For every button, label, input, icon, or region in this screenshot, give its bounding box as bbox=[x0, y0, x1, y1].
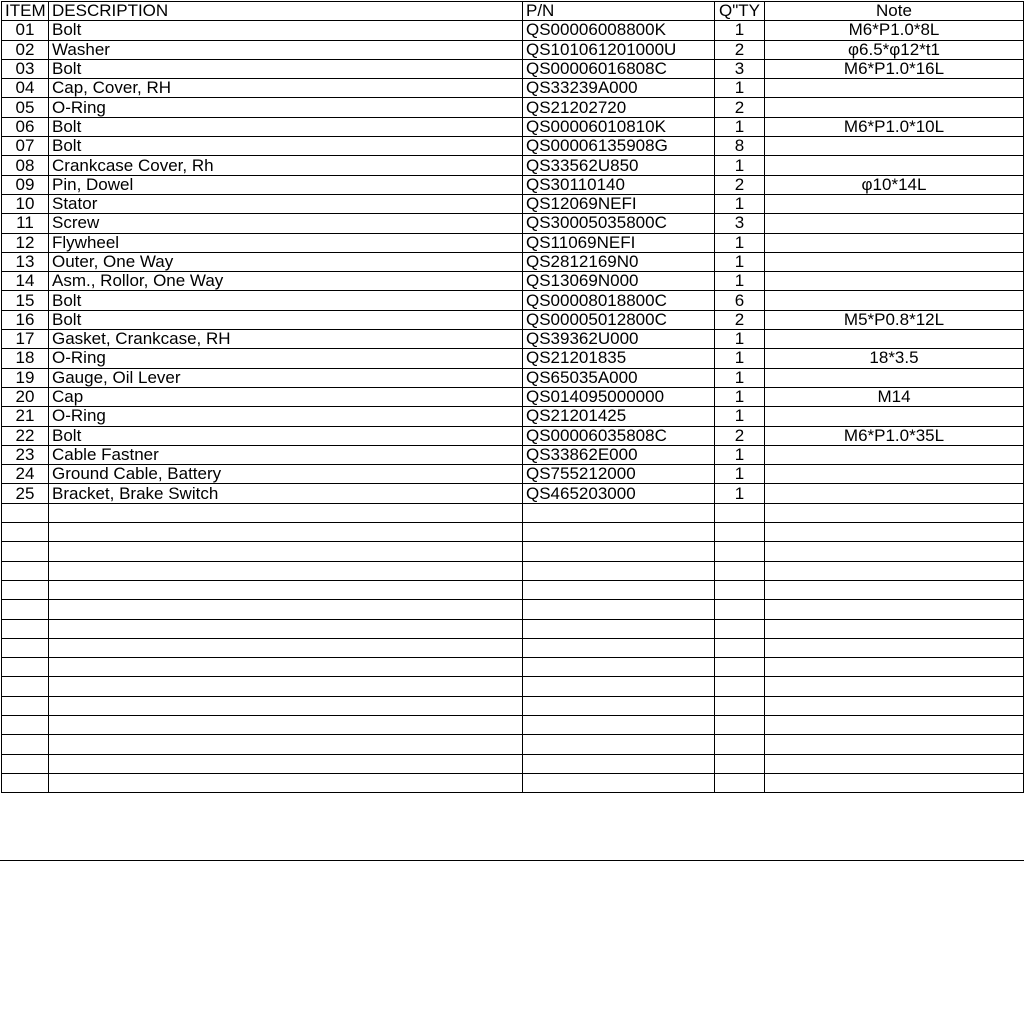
cell-pn: QS00006135908G bbox=[523, 137, 715, 156]
table-body bbox=[2, 21, 1024, 793]
cell-pn: QS465203000 bbox=[523, 484, 715, 503]
cell-pn: QS65035A000 bbox=[523, 368, 715, 387]
cell-item-empty bbox=[2, 754, 49, 773]
cell-item: 04 bbox=[2, 79, 49, 98]
cell-item: 22 bbox=[2, 426, 49, 445]
cell-note: M14 bbox=[765, 387, 1024, 406]
cell-pn-empty bbox=[523, 658, 715, 677]
cell-qty-empty bbox=[715, 773, 765, 792]
empty-table-row bbox=[2, 503, 1024, 522]
cell-note bbox=[765, 330, 1024, 349]
cell-item: 17 bbox=[2, 330, 49, 349]
table-row bbox=[2, 484, 1024, 503]
cell-note: M6*P1.0*10L bbox=[765, 117, 1024, 136]
cell-item: 24 bbox=[2, 465, 49, 484]
cell-note bbox=[765, 194, 1024, 213]
cell-item-empty bbox=[2, 580, 49, 599]
cell-item: 02 bbox=[2, 40, 49, 59]
cell-pn: QS12069NEFI bbox=[523, 194, 715, 213]
cell-pn: QS00006008800K bbox=[523, 21, 715, 40]
cell-pn: QS13069N000 bbox=[523, 272, 715, 291]
cell-qty-empty bbox=[715, 561, 765, 580]
cell-note bbox=[765, 137, 1024, 156]
cell-pn-empty bbox=[523, 696, 715, 715]
cell-qty: 1 bbox=[715, 117, 765, 136]
empty-table-row bbox=[2, 677, 1024, 696]
cell-description-empty bbox=[49, 735, 523, 754]
cell-qty: 1 bbox=[715, 79, 765, 98]
cell-note: M6*P1.0*16L bbox=[765, 59, 1024, 78]
cell-description-empty bbox=[49, 561, 523, 580]
cell-item-empty bbox=[2, 677, 49, 696]
empty-table-row bbox=[2, 619, 1024, 638]
cell-pn-empty bbox=[523, 619, 715, 638]
cell-description: Cable Fastner bbox=[49, 445, 523, 464]
cell-pn: QS00006035808C bbox=[523, 426, 715, 445]
table-row bbox=[2, 445, 1024, 464]
cell-qty: 1 bbox=[715, 156, 765, 175]
cell-description: Bolt bbox=[49, 117, 523, 136]
cell-note-empty bbox=[765, 735, 1024, 754]
cell-item-empty bbox=[2, 658, 49, 677]
cell-note-empty bbox=[765, 619, 1024, 638]
cell-pn: QS00006010810K bbox=[523, 117, 715, 136]
cell-description: Bolt bbox=[49, 137, 523, 156]
cell-qty: 1 bbox=[715, 484, 765, 503]
empty-table-row bbox=[2, 638, 1024, 657]
cell-note bbox=[765, 291, 1024, 310]
cell-qty: 1 bbox=[715, 272, 765, 291]
cell-qty-empty bbox=[715, 715, 765, 734]
cell-item-empty bbox=[2, 600, 49, 619]
cell-qty: 1 bbox=[715, 445, 765, 464]
empty-table-row bbox=[2, 696, 1024, 715]
cell-note bbox=[765, 484, 1024, 503]
cell-note-empty bbox=[765, 542, 1024, 561]
cell-note-empty bbox=[765, 600, 1024, 619]
cell-description: Bolt bbox=[49, 426, 523, 445]
empty-table-row bbox=[2, 658, 1024, 677]
cell-note bbox=[765, 156, 1024, 175]
cell-note bbox=[765, 465, 1024, 484]
cell-description: Flywheel bbox=[49, 233, 523, 252]
cell-description: Stator bbox=[49, 194, 523, 213]
cell-description: Pin, Dowel bbox=[49, 175, 523, 194]
parts-list-table bbox=[1, 1, 1024, 793]
cell-qty: 1 bbox=[715, 465, 765, 484]
cell-description-empty bbox=[49, 696, 523, 715]
cell-description-empty bbox=[49, 600, 523, 619]
cell-description-empty bbox=[49, 658, 523, 677]
cell-note: 18*3.5 bbox=[765, 349, 1024, 368]
cell-pn: QS33562U850 bbox=[523, 156, 715, 175]
cell-pn: QS21201425 bbox=[523, 407, 715, 426]
cell-qty: 1 bbox=[715, 252, 765, 271]
table-row bbox=[2, 465, 1024, 484]
cell-item: 18 bbox=[2, 349, 49, 368]
cell-item-empty bbox=[2, 523, 49, 542]
cell-qty: 1 bbox=[715, 349, 765, 368]
cell-item: 21 bbox=[2, 407, 49, 426]
cell-pn: QS755212000 bbox=[523, 465, 715, 484]
header-pn: P/N bbox=[523, 2, 715, 21]
cell-note-empty bbox=[765, 561, 1024, 580]
cell-description: Asm., Rollor, One Way bbox=[49, 272, 523, 291]
cell-qty-empty bbox=[715, 696, 765, 715]
cell-pn: QS39362U000 bbox=[523, 330, 715, 349]
cell-description-empty bbox=[49, 773, 523, 792]
cell-description: O-Ring bbox=[49, 349, 523, 368]
cell-qty-empty bbox=[715, 580, 765, 599]
cell-pn: QS33862E000 bbox=[523, 445, 715, 464]
cell-note: M6*P1.0*8L bbox=[765, 21, 1024, 40]
cell-description-empty bbox=[49, 523, 523, 542]
header-item: ITEM bbox=[2, 2, 49, 21]
table-row bbox=[2, 233, 1024, 252]
cell-qty: 2 bbox=[715, 310, 765, 329]
cell-note: M5*P0.8*12L bbox=[765, 310, 1024, 329]
cell-note-empty bbox=[765, 773, 1024, 792]
cell-description: Cap, Cover, RH bbox=[49, 79, 523, 98]
empty-table-row bbox=[2, 600, 1024, 619]
cell-qty-empty bbox=[715, 600, 765, 619]
cell-pn: QS101061201000U bbox=[523, 40, 715, 59]
empty-table-row bbox=[2, 754, 1024, 773]
divider-line bbox=[0, 860, 1024, 861]
table-row bbox=[2, 349, 1024, 368]
cell-item-empty bbox=[2, 561, 49, 580]
cell-description: Bolt bbox=[49, 291, 523, 310]
table-row bbox=[2, 59, 1024, 78]
cell-pn-empty bbox=[523, 638, 715, 657]
cell-qty-empty bbox=[715, 638, 765, 657]
cell-qty: 1 bbox=[715, 407, 765, 426]
cell-qty: 2 bbox=[715, 426, 765, 445]
cell-pn: QS00006016808C bbox=[523, 59, 715, 78]
cell-description-empty bbox=[49, 677, 523, 696]
header-description: DESCRIPTION bbox=[49, 2, 523, 21]
cell-description-empty bbox=[49, 619, 523, 638]
empty-table-row bbox=[2, 773, 1024, 792]
table-row bbox=[2, 310, 1024, 329]
cell-qty: 8 bbox=[715, 137, 765, 156]
header-row bbox=[2, 2, 1024, 21]
table-row bbox=[2, 21, 1024, 40]
cell-pn-empty bbox=[523, 580, 715, 599]
header-note: Note bbox=[765, 2, 1024, 21]
cell-description: Ground Cable, Battery bbox=[49, 465, 523, 484]
cell-note bbox=[765, 98, 1024, 117]
cell-item-empty bbox=[2, 696, 49, 715]
cell-pn-empty bbox=[523, 677, 715, 696]
cell-qty: 2 bbox=[715, 175, 765, 194]
cell-item: 15 bbox=[2, 291, 49, 310]
cell-pn: QS21202720 bbox=[523, 98, 715, 117]
cell-item-empty bbox=[2, 735, 49, 754]
cell-qty-empty bbox=[715, 754, 765, 773]
cell-note-empty bbox=[765, 638, 1024, 657]
cell-qty: 3 bbox=[715, 59, 765, 78]
cell-note: φ6.5*φ12*t1 bbox=[765, 40, 1024, 59]
cell-pn: QS00005012800C bbox=[523, 310, 715, 329]
empty-table-row bbox=[2, 523, 1024, 542]
cell-note: M6*P1.0*35L bbox=[765, 426, 1024, 445]
cell-qty: 1 bbox=[715, 21, 765, 40]
cell-description: Gauge, Oil Lever bbox=[49, 368, 523, 387]
cell-pn: QS11069NEFI bbox=[523, 233, 715, 252]
table-row bbox=[2, 137, 1024, 156]
cell-item: 10 bbox=[2, 194, 49, 213]
cell-description: O-Ring bbox=[49, 98, 523, 117]
cell-description: Bolt bbox=[49, 310, 523, 329]
cell-description: Screw bbox=[49, 214, 523, 233]
table-row bbox=[2, 272, 1024, 291]
cell-qty-empty bbox=[715, 677, 765, 696]
table-row bbox=[2, 79, 1024, 98]
cell-item: 23 bbox=[2, 445, 49, 464]
cell-note bbox=[765, 445, 1024, 464]
cell-description-empty bbox=[49, 638, 523, 657]
cell-item: 06 bbox=[2, 117, 49, 136]
cell-note-empty bbox=[765, 580, 1024, 599]
cell-item: 12 bbox=[2, 233, 49, 252]
cell-note bbox=[765, 407, 1024, 426]
table-row bbox=[2, 252, 1024, 271]
cell-qty: 3 bbox=[715, 214, 765, 233]
cell-qty: 1 bbox=[715, 387, 765, 406]
cell-note: φ10*14L bbox=[765, 175, 1024, 194]
cell-pn: QS21201835 bbox=[523, 349, 715, 368]
table-row bbox=[2, 214, 1024, 233]
empty-table-row bbox=[2, 580, 1024, 599]
cell-note-empty bbox=[765, 677, 1024, 696]
cell-item-empty bbox=[2, 619, 49, 638]
cell-item: 08 bbox=[2, 156, 49, 175]
cell-note-empty bbox=[765, 658, 1024, 677]
cell-qty: 1 bbox=[715, 194, 765, 213]
cell-qty-empty bbox=[715, 619, 765, 638]
cell-pn-empty bbox=[523, 735, 715, 754]
cell-note bbox=[765, 214, 1024, 233]
cell-qty-empty bbox=[715, 542, 765, 561]
cell-note bbox=[765, 233, 1024, 252]
cell-item: 25 bbox=[2, 484, 49, 503]
cell-note-empty bbox=[765, 523, 1024, 542]
cell-pn-empty bbox=[523, 600, 715, 619]
cell-pn-empty bbox=[523, 503, 715, 522]
cell-item-empty bbox=[2, 503, 49, 522]
table-row bbox=[2, 426, 1024, 445]
cell-qty: 1 bbox=[715, 330, 765, 349]
cell-description-empty bbox=[49, 715, 523, 734]
table-row bbox=[2, 156, 1024, 175]
cell-qty: 2 bbox=[715, 40, 765, 59]
cell-item: 07 bbox=[2, 137, 49, 156]
cell-description: Bracket, Brake Switch bbox=[49, 484, 523, 503]
cell-qty: 2 bbox=[715, 98, 765, 117]
cell-qty-empty bbox=[715, 658, 765, 677]
cell-description-empty bbox=[49, 503, 523, 522]
cell-pn: QS30110140 bbox=[523, 175, 715, 194]
cell-qty-empty bbox=[715, 523, 765, 542]
table-row bbox=[2, 291, 1024, 310]
cell-item: 11 bbox=[2, 214, 49, 233]
table-row bbox=[2, 368, 1024, 387]
empty-table-row bbox=[2, 561, 1024, 580]
cell-item: 20 bbox=[2, 387, 49, 406]
cell-pn-empty bbox=[523, 561, 715, 580]
cell-note-empty bbox=[765, 715, 1024, 734]
cell-pn-empty bbox=[523, 715, 715, 734]
cell-item: 09 bbox=[2, 175, 49, 194]
empty-table-row bbox=[2, 542, 1024, 561]
table-header bbox=[2, 2, 1024, 21]
cell-description: Bolt bbox=[49, 59, 523, 78]
cell-qty: 1 bbox=[715, 368, 765, 387]
cell-description: Bolt bbox=[49, 21, 523, 40]
cell-note-empty bbox=[765, 696, 1024, 715]
cell-description: Outer, One Way bbox=[49, 252, 523, 271]
cell-pn-empty bbox=[523, 754, 715, 773]
table-row bbox=[2, 387, 1024, 406]
cell-qty-empty bbox=[715, 503, 765, 522]
cell-item-empty bbox=[2, 638, 49, 657]
cell-item-empty bbox=[2, 773, 49, 792]
cell-note bbox=[765, 368, 1024, 387]
cell-pn: QS00008018800C bbox=[523, 291, 715, 310]
cell-item: 16 bbox=[2, 310, 49, 329]
table-row bbox=[2, 407, 1024, 426]
cell-pn: QS2812169N0 bbox=[523, 252, 715, 271]
cell-note bbox=[765, 252, 1024, 271]
cell-qty: 6 bbox=[715, 291, 765, 310]
cell-pn: QS33239A000 bbox=[523, 79, 715, 98]
cell-description-empty bbox=[49, 754, 523, 773]
cell-note-empty bbox=[765, 754, 1024, 773]
cell-description: Gasket, Crankcase, RH bbox=[49, 330, 523, 349]
cell-item: 01 bbox=[2, 21, 49, 40]
cell-note-empty bbox=[765, 503, 1024, 522]
cell-description: Crankcase Cover, Rh bbox=[49, 156, 523, 175]
cell-note bbox=[765, 79, 1024, 98]
cell-item: 03 bbox=[2, 59, 49, 78]
cell-item: 19 bbox=[2, 368, 49, 387]
table-row bbox=[2, 194, 1024, 213]
table-row bbox=[2, 330, 1024, 349]
cell-item: 14 bbox=[2, 272, 49, 291]
cell-item-empty bbox=[2, 542, 49, 561]
cell-pn-empty bbox=[523, 542, 715, 561]
table-row bbox=[2, 117, 1024, 136]
cell-description-empty bbox=[49, 542, 523, 561]
cell-pn: QS30005035800C bbox=[523, 214, 715, 233]
table-row bbox=[2, 98, 1024, 117]
cell-item-empty bbox=[2, 715, 49, 734]
cell-pn: QS014095000000 bbox=[523, 387, 715, 406]
cell-qty: 1 bbox=[715, 233, 765, 252]
cell-item: 05 bbox=[2, 98, 49, 117]
cell-qty-empty bbox=[715, 735, 765, 754]
cell-note bbox=[765, 272, 1024, 291]
table-row bbox=[2, 175, 1024, 194]
cell-description-empty bbox=[49, 580, 523, 599]
empty-table-row bbox=[2, 735, 1024, 754]
table-row bbox=[2, 40, 1024, 59]
header-qty: Q"TY bbox=[715, 2, 765, 21]
cell-item: 13 bbox=[2, 252, 49, 271]
cell-description: Cap bbox=[49, 387, 523, 406]
cell-pn-empty bbox=[523, 773, 715, 792]
cell-pn-empty bbox=[523, 523, 715, 542]
cell-description: Washer bbox=[49, 40, 523, 59]
empty-table-row bbox=[2, 715, 1024, 734]
cell-description: O-Ring bbox=[49, 407, 523, 426]
